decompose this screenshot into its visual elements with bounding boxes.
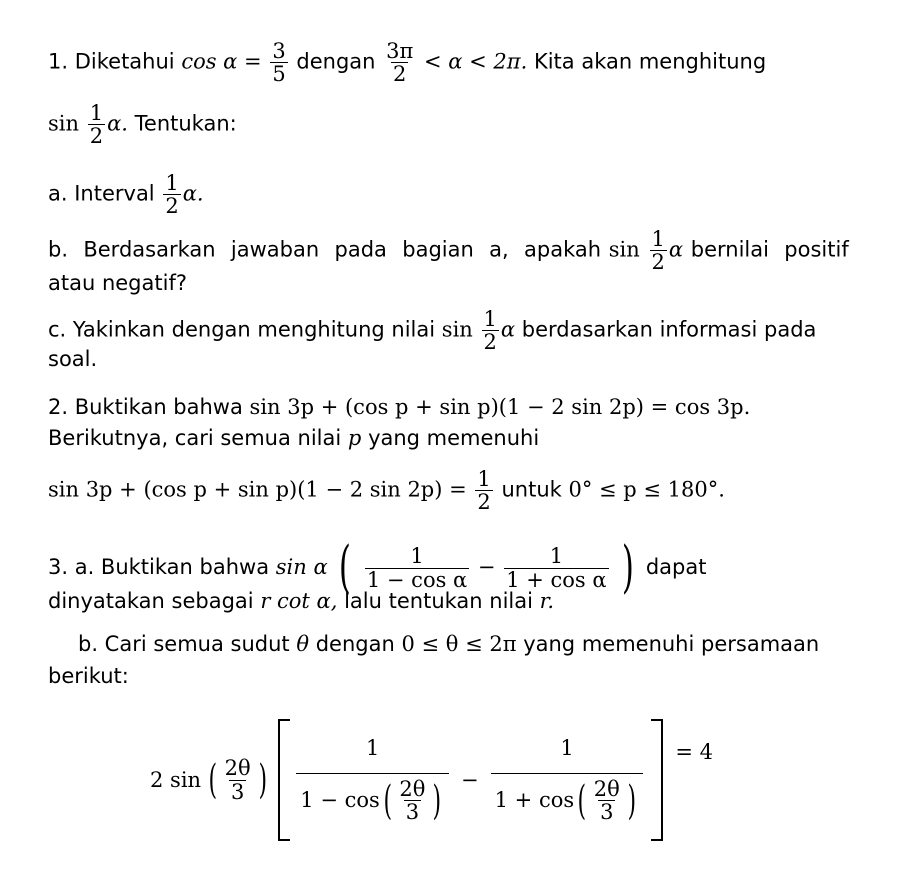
q1-cos-alpha: cos α = bbox=[181, 49, 262, 74]
q3-text2: dinyatakan sebagai bbox=[48, 589, 254, 613]
q3-right-paren: ) bbox=[622, 535, 635, 600]
q2-text-b: yang memenuhi bbox=[368, 426, 540, 450]
q1-frac-3pi-2: $\frac{3\pi}{2}$ bbox=[386, 39, 414, 87]
eq-frac-1: 1 1 − cos ( $\frac{2\theta}{3}$ ) bbox=[296, 737, 449, 823]
q3-line-2 bbox=[48, 588, 554, 614]
q1-part-a bbox=[48, 172, 204, 217]
q3b-line-2 bbox=[48, 663, 129, 689]
q1-c-alpha: α bbox=[500, 317, 516, 342]
q1-inequality: < α < 2π. bbox=[424, 49, 528, 74]
q3-left-paren: ( bbox=[339, 535, 352, 600]
q2-range: 0° ≤ p ≤ 180°. bbox=[568, 477, 725, 502]
q1-half: $\frac{1}{2}$ bbox=[89, 101, 104, 149]
q1-c-half: $\frac{1}{2}$ bbox=[483, 307, 497, 355]
q1-b-sin: sin bbox=[608, 237, 640, 262]
eq-arg: $\frac{2\theta}{3}$ bbox=[224, 756, 251, 804]
q3b-equation bbox=[150, 715, 713, 845]
q2-line-3 bbox=[48, 468, 725, 513]
q1-sin: sin bbox=[48, 111, 80, 136]
q3-minus: − bbox=[477, 555, 496, 579]
q1-b-text3: atau negatif? bbox=[48, 271, 187, 295]
q3b-line-1 bbox=[78, 631, 819, 657]
q3b-theta: θ bbox=[296, 632, 309, 656]
q2-line-2 bbox=[48, 425, 539, 451]
q3-r: r. bbox=[539, 589, 555, 613]
q2-intro: 2. Buktikan bahwa bbox=[48, 395, 243, 419]
q2-half: $\frac{1}{2}$ bbox=[477, 467, 491, 515]
q3b-text3: yang memenuhi persamaan bbox=[523, 632, 820, 656]
q1-a-alpha: α. bbox=[182, 181, 204, 206]
q1-part-c-cont bbox=[48, 346, 97, 372]
q1-line-2 bbox=[48, 102, 237, 147]
q3b-range: 0 ≤ θ ≤ 2π bbox=[401, 632, 517, 656]
eq-paren-l1: ( bbox=[208, 757, 218, 803]
q3-text2b: lalu tentukan nilai bbox=[344, 589, 533, 613]
q1-goal: Kita akan menghitung bbox=[533, 49, 767, 74]
eq-bracket-left bbox=[278, 719, 290, 841]
q2-p: p bbox=[347, 426, 362, 450]
eq-frac-2: 1 1 + cos ( $\frac{2\theta}{3}$ ) bbox=[491, 737, 644, 823]
q1-part-b bbox=[48, 228, 849, 273]
q2-equation: sin 3p + (cos p + sin p)(1 − 2 sin 2p) = bbox=[48, 477, 467, 502]
q1-number: 1. bbox=[48, 49, 69, 74]
q3b-berikut: berikut: bbox=[48, 664, 129, 688]
q2-identity: sin 3p + (cos p + sin p)(1 − 2 sin 2p) = cos 3p. bbox=[249, 395, 751, 419]
q3-a-text: 3. a. Buktikan bahwa bbox=[48, 555, 270, 579]
q2-text: Berikutnya, cari semua nilai bbox=[48, 426, 342, 450]
q3-frac-2: $\frac{1}{\text{1 + cos α}}$ bbox=[506, 544, 607, 592]
eq-two-sin: 2 sin bbox=[150, 768, 202, 792]
eq-rhs: = 4 bbox=[675, 740, 714, 764]
q1-c-text: c. Yakinkan dengan menghitung nilai bbox=[48, 317, 436, 342]
q1-part-c bbox=[48, 308, 816, 353]
q1-c-text2: berdasarkan informasi pada bbox=[521, 317, 817, 342]
q1-c-sin: sin bbox=[441, 317, 473, 342]
q1-line-1 bbox=[48, 40, 766, 85]
q1-b-alpha: α bbox=[668, 237, 684, 262]
q1-b-text2: bernilai positif bbox=[690, 237, 849, 262]
q1-a-label: a. Interval bbox=[48, 181, 155, 206]
q2-untuk: untuk bbox=[501, 477, 562, 502]
q3-sin-alpha: sin α bbox=[275, 555, 328, 579]
q1-dengan: dengan bbox=[296, 49, 376, 74]
q3b-text: b. Cari semua sudut bbox=[78, 632, 290, 656]
q3-frac-1: $\frac{1}{\text{1 − cos α}}$ bbox=[366, 544, 468, 592]
q1-frac-3-5: $\frac{3}{5}$ bbox=[272, 39, 286, 87]
q1-alpha: α. bbox=[107, 111, 128, 136]
q1-b-half: $\frac{1}{2}$ bbox=[651, 227, 665, 275]
q1-tentukan: Tentukan: bbox=[134, 111, 237, 136]
eq-paren-r1: ) bbox=[258, 757, 267, 803]
q1-part-b-cont bbox=[48, 270, 187, 296]
q1-a-half: $\frac{1}{2}$ bbox=[165, 171, 179, 219]
q1-c-text3: soal. bbox=[48, 347, 98, 371]
q3-dapat: dapat bbox=[645, 555, 707, 579]
q2-line-1 bbox=[48, 394, 750, 420]
q1-intro: Diketahui bbox=[74, 49, 175, 74]
q3b-dengan: dengan bbox=[315, 632, 395, 656]
eq-bracket-right bbox=[651, 719, 663, 841]
q1-b-text: b. Berdasarkan jawaban pada bagian a, apakah bbox=[48, 237, 602, 262]
eq-minus: − bbox=[461, 768, 479, 792]
q3-rcot: r cot α, bbox=[260, 589, 338, 613]
